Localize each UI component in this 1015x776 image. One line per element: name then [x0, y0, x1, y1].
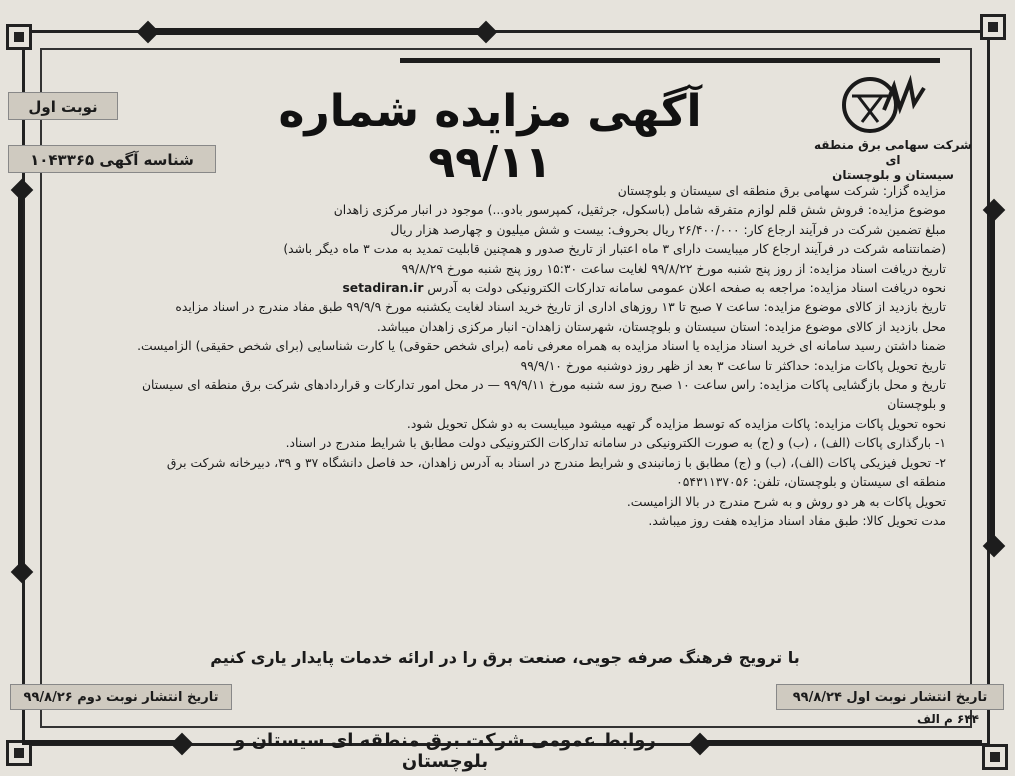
body-line: محل بازدید از کالای موضوع مزایده: استان سیستان و بلوچستان، شهرستان زاهدان- انبار مرکزی زاهدان میباشد.: [376, 319, 946, 334]
company-logo: [838, 74, 928, 136]
corner-ornament: [6, 24, 32, 50]
company-name-line1: شرکت سهامی برق منطقه ای: [814, 138, 972, 167]
footer-public-relations: روابط عمومی شرکت برق منطقه ای سیستان و بلوچستان: [234, 730, 656, 772]
side-bar: [18, 190, 23, 570]
body-line: و بلوچستان: [887, 397, 946, 412]
bottom-bar: [22, 740, 177, 745]
body-line: تاریخ تحویل پاکات مزایده: حداکثر تا ساعت ۳ بعد از ظهر روز دوشنبه مورخ ۹۹/۹/۱۰: [520, 358, 946, 373]
body-line: مدت تحویل کالا: طبق مفاد اسناد مزایده هفت روز میباشد.: [648, 513, 946, 528]
corner-ornament: [982, 744, 1008, 770]
top-bar: [400, 58, 940, 63]
body-line: منطقه ای سیستان و بلوچستان، تلفن: ۰۵۴۳۱۱۳۷۰۵۶: [676, 475, 946, 490]
company-name-line2: سیستان و بلوچستان: [832, 168, 954, 182]
slogan: با ترویج فرهنگ صرفه جویی، صنعت برق را در ارائه خدمات پایدار یاری کنیم: [210, 648, 800, 667]
body-line: ضمنا داشتن رسید سامانه ای خرید اسناد مزایده یا اسناد مزایده به همراه معرفی نامه (برای شخص حقوقی) یا کارت شناسایی (برای شخص حقیقی) الزامیست.: [137, 339, 946, 354]
website-link[interactable]: setadiran.ir: [342, 281, 424, 296]
ad-id-label: شناسه آگهی ۱۰۴۳۳۶۵: [8, 145, 216, 173]
body-line: نحوه تحویل پاکات مزایده: پاکات مزایده که توسط مزایده گر تهیه میشود میبایست به دو شکل تحویل شود.: [406, 416, 946, 431]
round-label: نوبت اول: [8, 92, 118, 120]
body-line: مزایده گزار: شرکت سهامی برق منطقه ای سیستان و بلوچستان: [617, 184, 946, 198]
body-line: موضوع مزایده: فروش شش قلم لوازم متفرقه شامل (باسکول، جرثقیل، کمپرسور بادو...) موجود در انبار مرکزی زاهدان: [333, 203, 946, 218]
publish-date-first: تاریخ انتشار نوبت اول ۹۹/۸/۲۴: [776, 684, 1004, 710]
bottom-bar: [706, 740, 982, 745]
body-line: (ضمانتنامه شرکت در فرآیند ارجاع کار میبایست دارای ۳ ماه اعتبار از تاریخ صدور و همچنین قابلیت تمدید به مدت ۳ ماه دیگر باشد): [283, 242, 946, 257]
body-line: [62, 279, 946, 298]
body-line: مبلغ تضمین شرکت در فرآیند ارجاع کار: ۲۶/۴۰۰/۰۰۰ ریال بحروف: بیست و شش میلیون و چهارصد هزار ریال: [390, 222, 946, 237]
body-line: تاریخ و محل بازگشایی پاکات مزایده: راس ساعت ۱۰ صبح روز سه شنبه مورخ ۹۹/۹/۱۱ — در محل امور تدارکات و قراردادهای شرکت برق منطقه ای سیستان: [141, 378, 946, 393]
body-line: تاریخ بازدید از کالای موضوع مزایده: ساعت ۷ صبح تا ۱۳ روزهای اداری از تاریخ خرید اسناد لغایت یکشنبه مورخ ۹۹/۹/۹ طبق مفاد مندرج در اسناد مزایده: [175, 300, 946, 315]
body-line: تاریخ دریافت اسناد مزایده: از روز پنج شنبه مورخ ۹۹/۸/۲۲ لغایت ساعت ۱۵:۳۰ روز پنج شنبه مورخ ۹۹/۸/۲۹: [401, 261, 946, 276]
body-line: تحویل پاکات به هر دو روش و به شرح مندرج در بالا الزامیست.: [626, 494, 946, 509]
body-line: ۱- بارگذاری پاکات (الف) ، (ب) و (ج) به صورت الکترونیکی در سامانه تدارکات الکترونیکی دولت مطابق با شرایط مندرج در اسناد.: [285, 436, 946, 451]
page-title: آگهی مزایده شماره ۹۹/۱۱: [278, 86, 702, 188]
body-line-text: نحوه دریافت اسناد مزایده: مراجعه به صفحه اعلان عمومی سامانه تدارکات الکترونیکی دولت به آدرس: [427, 281, 946, 296]
notice-body: [62, 182, 946, 531]
side-bar: [990, 210, 995, 540]
publish-date-second: تاریخ انتشار نوبت دوم ۹۹/۸/۲۶: [10, 684, 232, 710]
ad-code: ۶۴۴ م الف: [916, 712, 979, 726]
corner-ornament: [980, 14, 1006, 40]
top-bar: [150, 28, 480, 35]
body-line: ۲- تحویل فیزیکی پاکات (الف)، (ب) و (ج) مطابق با زمانبندی و شرایط مندرج در اسناد به آدرس زاهدان، حد فاصل دانشگاه ۳۷ و ۳۹، دبیرخانه شرکت برق: [166, 455, 946, 470]
company-name: [808, 138, 978, 183]
